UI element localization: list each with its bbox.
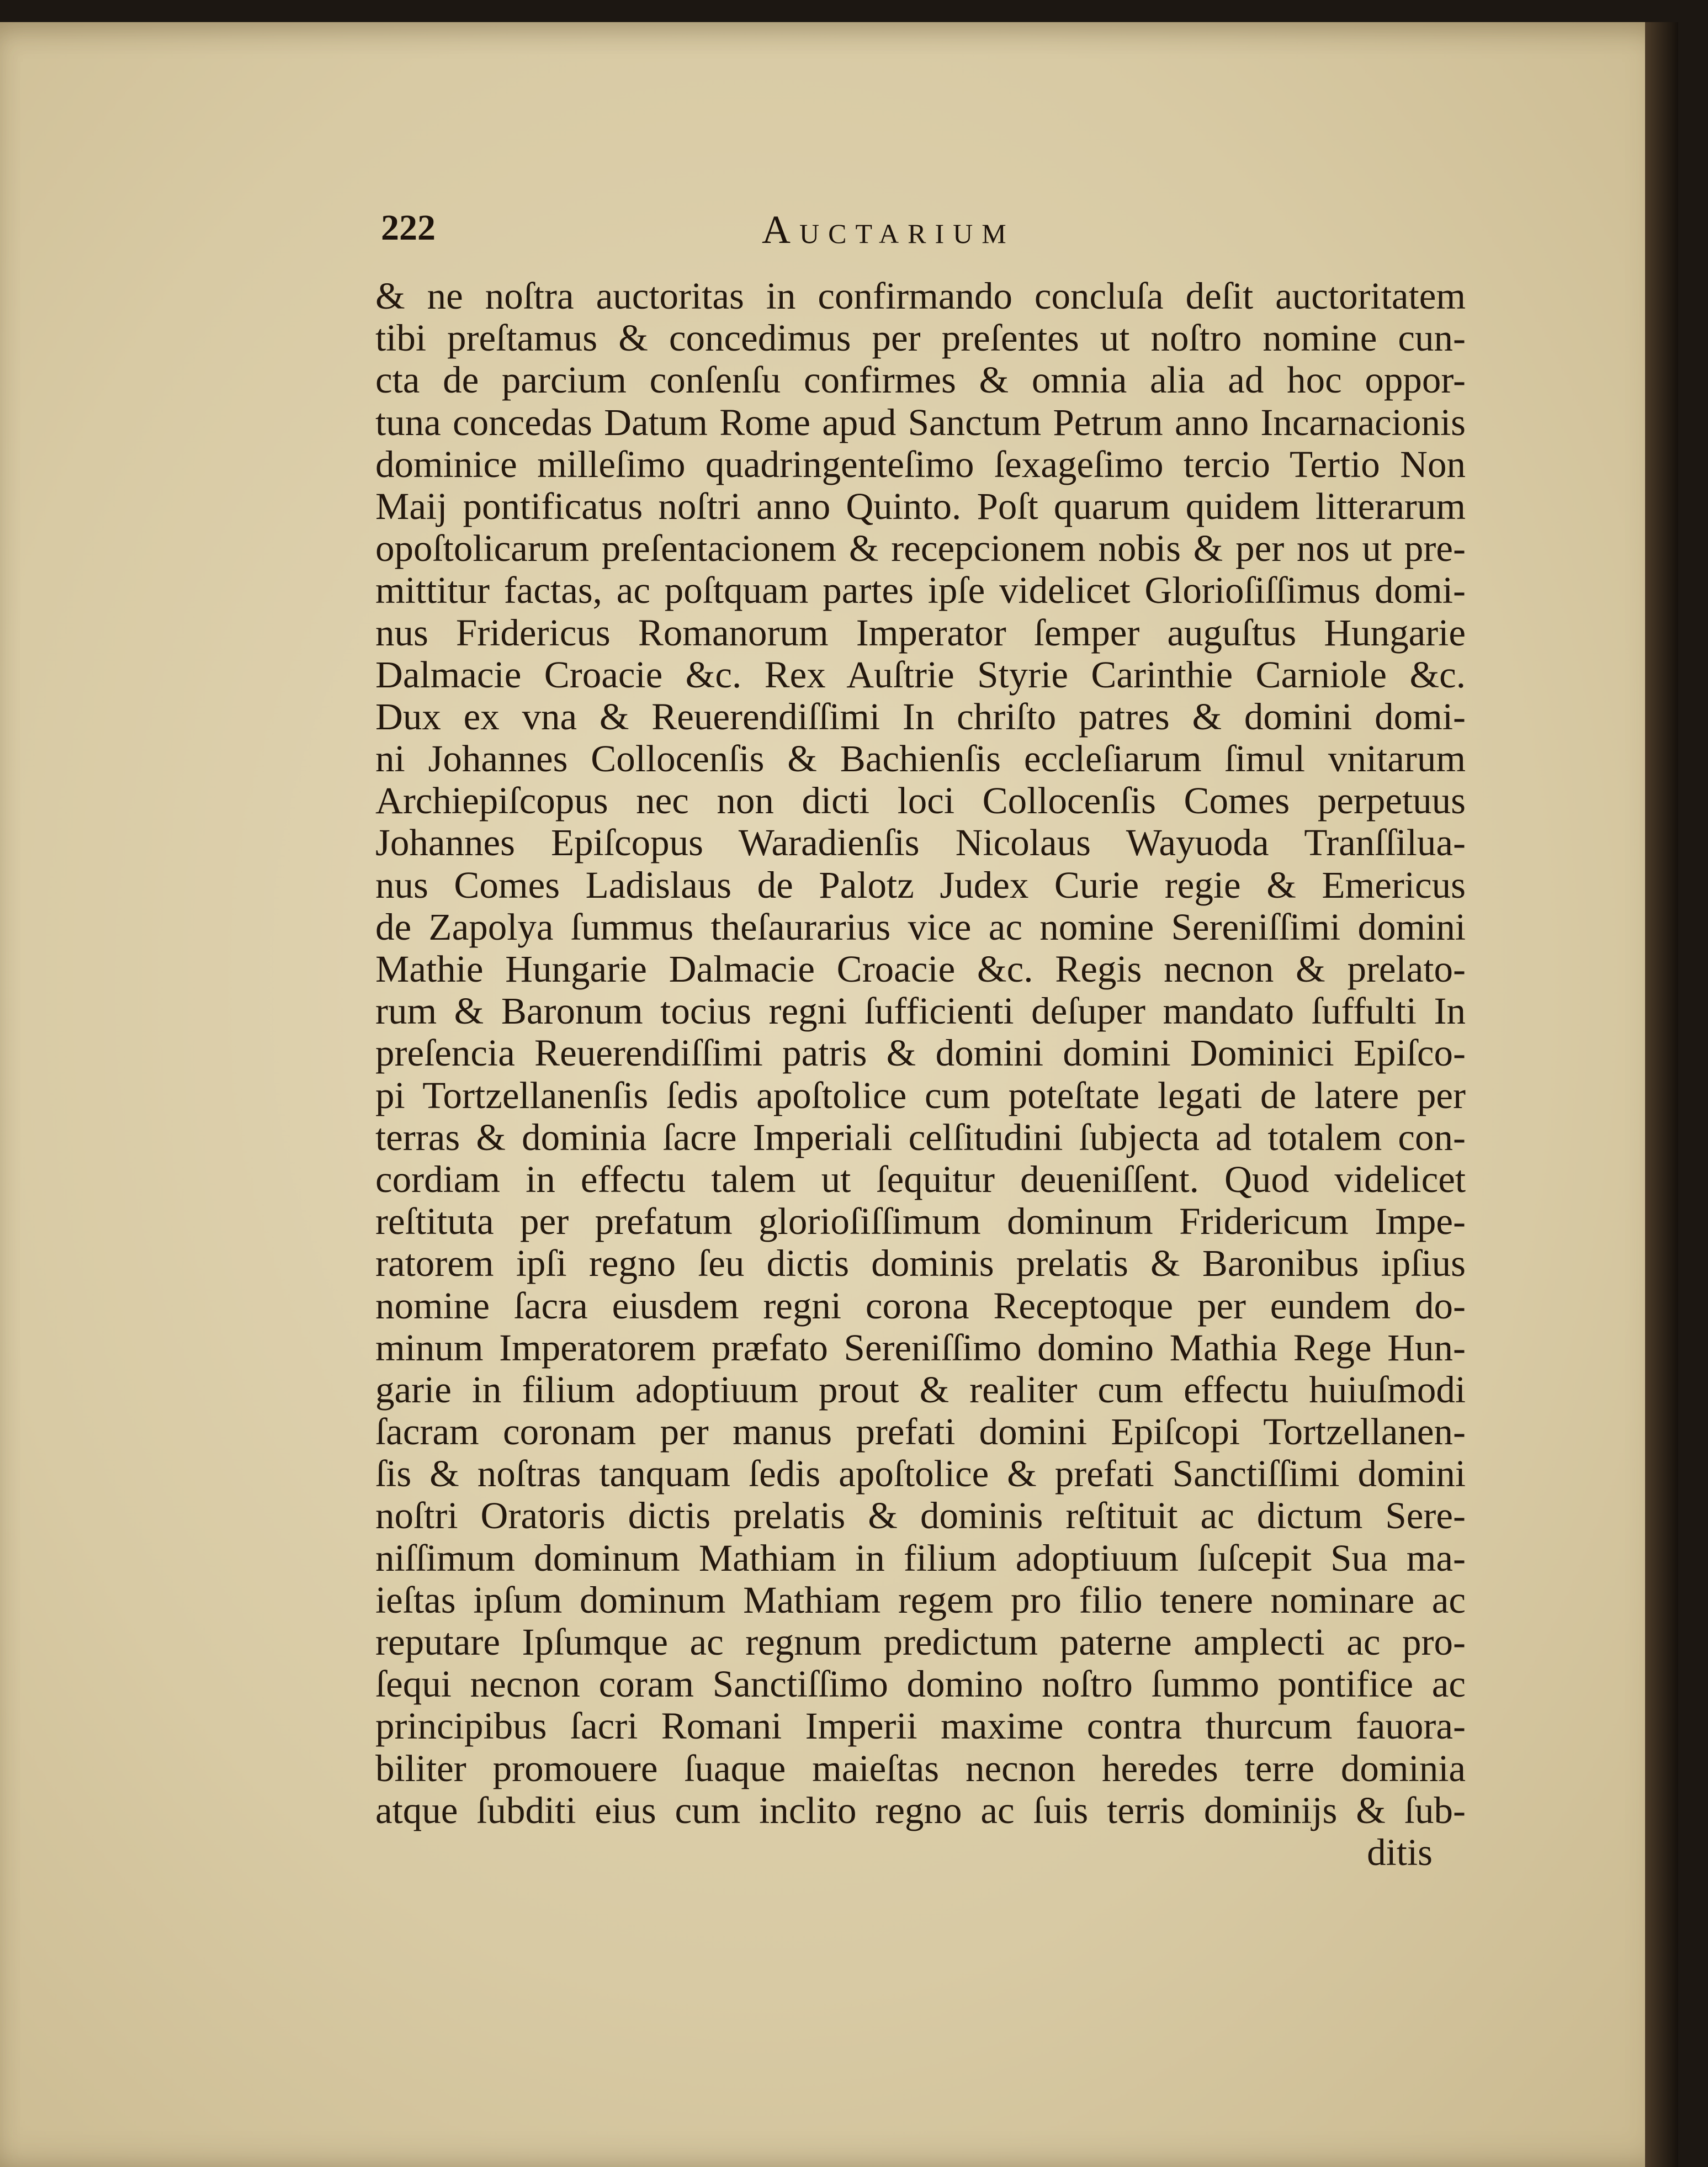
text-line: garie in filium adoptiuum prout & realiter cum effectu huiuſmodi (375, 1368, 1466, 1411)
text-line: Maij pontificatus noſtri anno Quinto. Poſt quarum quidem litterarum (375, 485, 1466, 527)
text-line: pi Tortzellanenſis ſedis apoſtolice cum poteſtate legati de latere per (375, 1074, 1466, 1116)
text-line: Dux ex vna & Reuerendiſſimi In chriſto patres & domini domi- (375, 695, 1466, 738)
text-line: cordiam in effectu talem ut ſequitur deueniſſent. Quod videlicet (375, 1158, 1466, 1200)
text-line: ratorem ipſi regno ſeu dictis dominis prelatis & Baronibus ipſius (375, 1242, 1466, 1285)
text-line: minum Imperatorem præfato Sereniſſimo domino Mathia Rege Hun- (375, 1326, 1466, 1369)
text-line: ni Johannes Collocenſis & Bachienſis eccleſiarum ſimul vnitarum (375, 738, 1466, 780)
text-line: dominice milleſimo quadringenteſimo ſexageſimo tercio Tertio Non (375, 443, 1466, 485)
text-line: niſſimum dominum Mathiam in filium adoptiuum ſuſcepit Sua ma- (375, 1536, 1466, 1579)
running-head (381, 207, 1319, 268)
text-line: Dalmacie Croacie &c. Rex Auſtrie Styrie Carinthie Carniole &c. (375, 653, 1466, 696)
text-line: nomine ſacra eiusdem regni corona Receptoque per eundem do- (375, 1284, 1466, 1327)
body-text (375, 275, 1466, 1873)
text-line: preſencia Reuerendiſſimi patris & domini domini Dominici Epiſco- (375, 1032, 1466, 1074)
text-line: noſtri Oratoris dictis prelatis & dominis reſtituit ac dictum Sere- (375, 1495, 1466, 1537)
text-line: Mathie Hungarie Dalmacie Croacie &c. Regis necnon & prelato- (375, 948, 1466, 990)
book-gutter (1645, 22, 1678, 2167)
text-line: principibus ſacri Romani Imperii maxime contra thurcum fauora- (375, 1705, 1466, 1747)
text-line: ſequi necnon coram Sanctiſſimo domino noſtro ſummo pontifice ac (375, 1663, 1466, 1705)
text-line: mittitur factas, ac poſtquam partes ipſe videlicet Glorioſiſſimus domi- (375, 569, 1466, 612)
text-line: de Zapolya ſummus theſaurarius vice ac nomine Sereniſſimi domini (375, 905, 1466, 948)
text-line: Archiepiſcopus nec non dicti loci Collocenſis Comes perpetuus (375, 780, 1466, 822)
text-line: tibi preſtamus & concedimus per preſentes ut noſtro nomine cun- (375, 317, 1466, 359)
text-line: rum & Baronum tocius regni ſufficienti deſuper mandato ſuffulti In (375, 990, 1466, 1032)
text-line: reſtituta per prefatum glorioſiſſimum dominum Fridericum Impe- (375, 1200, 1466, 1243)
catchword: ditis (1367, 1831, 1433, 1873)
text-line: nus Comes Ladislaus de Palotz Judex Curie regie & Emericus (375, 863, 1466, 906)
text-line: & ne noſtra auctoritas in confirmando concluſa deſit auctoritatem (375, 275, 1466, 317)
text-line: cta de parcium conſenſu confirmes & omnia alia ad hoc oppor- (375, 359, 1466, 401)
text-line: terras & dominia ſacre Imperiali celſitudini ſubjecta ad totalem con- (375, 1116, 1466, 1158)
text-line: opoſtolicarum preſentacionem & recepcionem nobis & per nos ut pre- (375, 527, 1466, 570)
text-line: atque ſubditi eius cum inclito regno ac ſuis terris dominijs & ſub- (375, 1789, 1466, 1831)
text-line: tuna concedas Datum Rome apud Sanctum Petrum anno Incarnacionis (375, 401, 1466, 443)
text-line: Johannes Epiſcopus Waradienſis Nicolaus Wayuoda Tranſſilua- (375, 822, 1466, 864)
page-number: 222 (381, 208, 436, 248)
text-line: ſacram coronam per manus prefati domini Epiſcopi Tortzellanen- (375, 1411, 1466, 1453)
text-line: biliter promouere ſuaque maieſtas necnon heredes terre dominia (375, 1747, 1466, 1789)
text-line: ieſtas ipſum dominum Mathiam regem pro filio tenere nominare ac (375, 1578, 1466, 1621)
text-line: ſis & noſtras tanquam ſedis apoſtolice & prefati Sanctiſſimi domini (375, 1453, 1466, 1495)
running-title: Auctarium (762, 208, 1015, 252)
text-line: reputare Ipſumque ac regnum predictum paterne amplecti ac pro- (375, 1621, 1466, 1663)
text-line: nus Fridericus Romanorum Imperator ſemper auguſtus Hungarie (375, 611, 1466, 654)
book-page (0, 22, 1678, 2167)
